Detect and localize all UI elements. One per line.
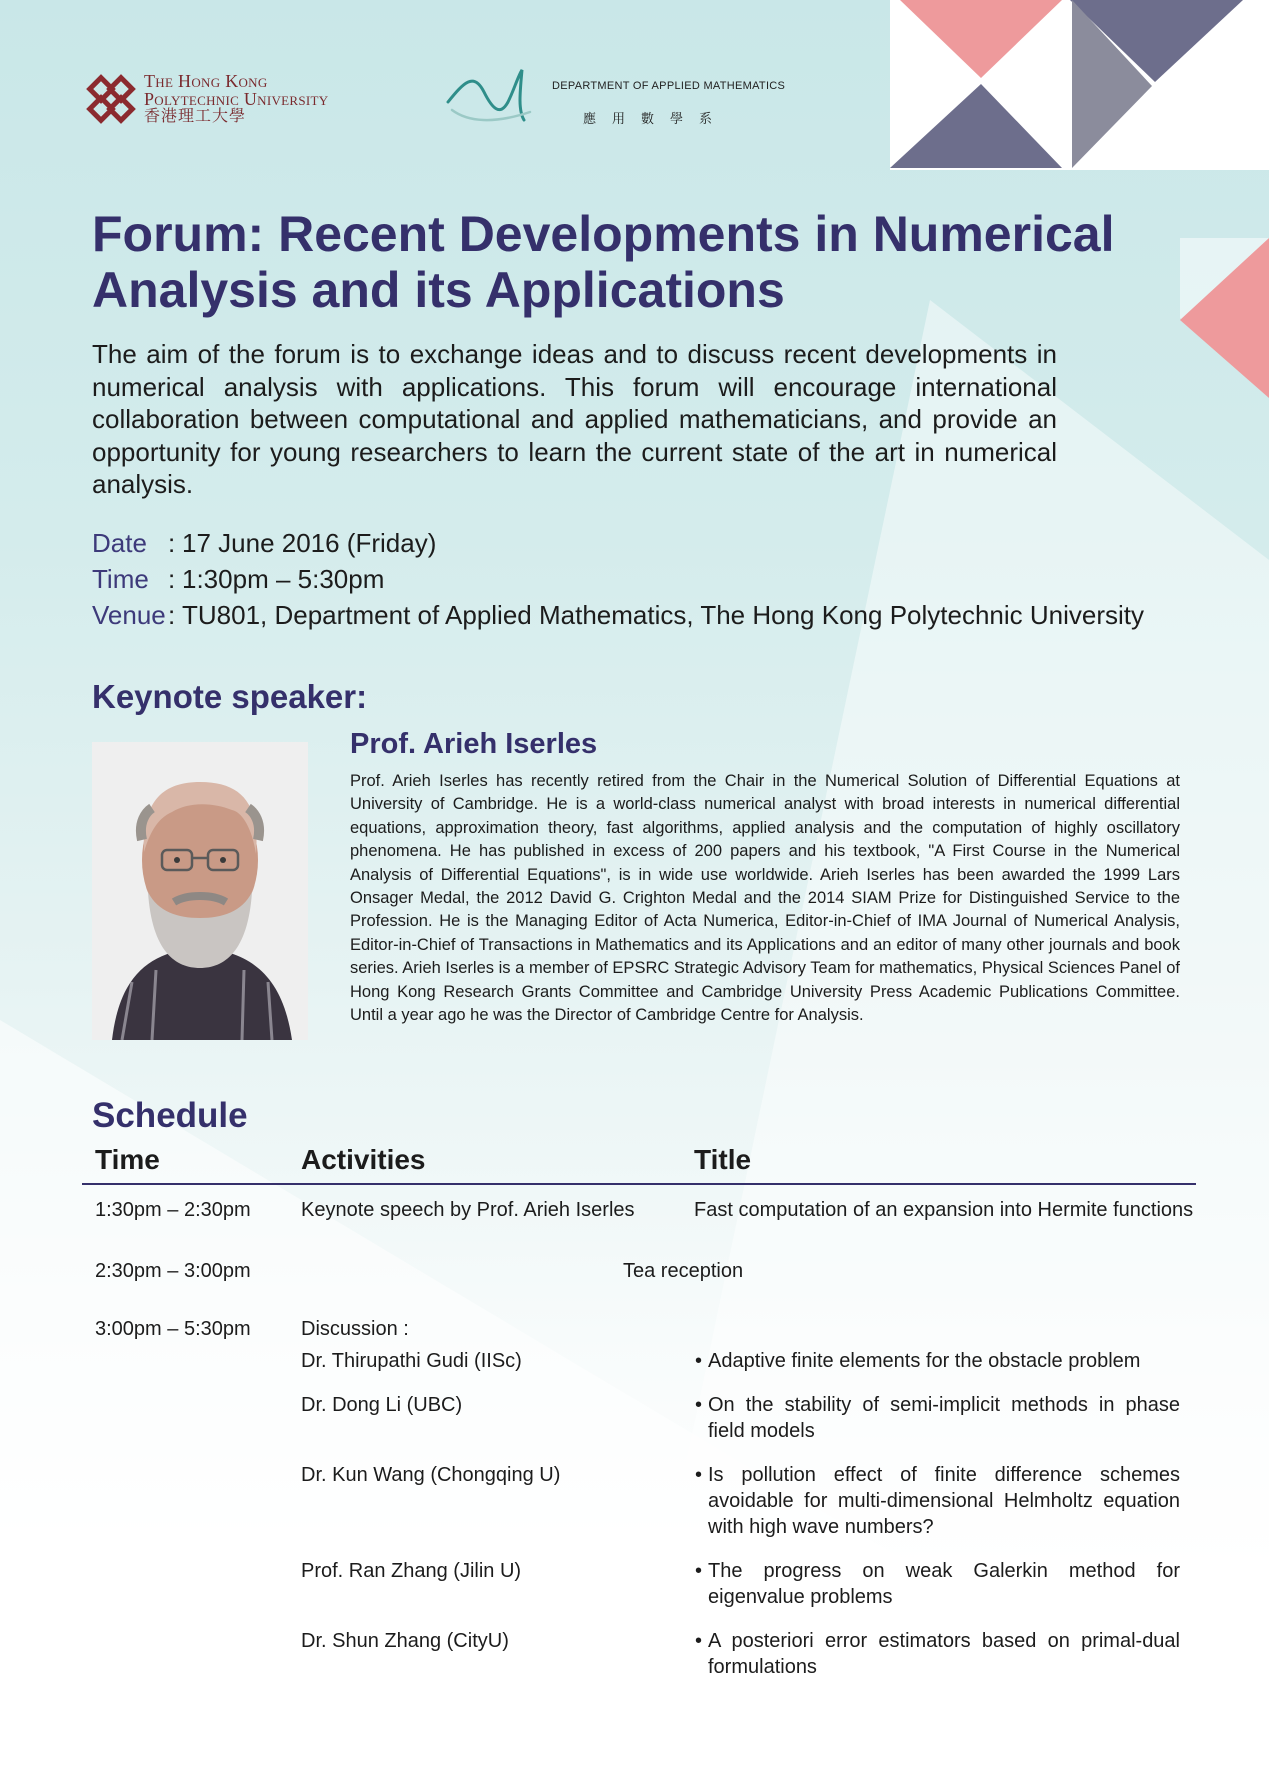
tea-row-activity: Tea reception (623, 1260, 744, 1282)
talk-title-text: The progress on weak Galerkin method for eigenvalue problems (708, 1560, 1180, 1608)
keynote-heading: Keynote speaker: (92, 678, 368, 715)
schedule-col-activities: Activities (301, 1144, 426, 1175)
keynote-row-activity: Keynote speech by Prof. Arieh Iserles (301, 1199, 635, 1221)
talk-title (695, 1462, 1180, 1540)
schedule-divider (82, 1183, 1196, 1185)
talk-speaker: Prof. Ran Zhang (Jilin U) (301, 1560, 522, 1582)
discussion-row-activity: Discussion : (301, 1318, 409, 1340)
talk-title-text: A posteriori error estimators based on primal-dual formulations (708, 1630, 1180, 1678)
talk-title-text: Is pollution effect of finite difference schemes avoidable for multi-dimensional Helmholtz equation with high wave numbers? (708, 1464, 1180, 1538)
bullet-dot-icon: • (695, 1630, 703, 1652)
talk-speaker: Dr. Kun Wang (Chongqing U) (301, 1464, 561, 1486)
talk-speaker: Dr. Thirupathi Gudi (IISc) (301, 1350, 522, 1372)
venue-row (92, 600, 1144, 630)
schedule-col-time: Time (95, 1144, 160, 1175)
talk-title (695, 1348, 1180, 1374)
bullet-dot-icon: • (695, 1560, 703, 1582)
speaker-name: Prof. Arieh Iserles (350, 728, 598, 760)
bullet-dot-icon: • (695, 1464, 703, 1486)
talk-title-text: On the stability of semi-implicit methods in phase field models (708, 1394, 1180, 1442)
schedule-col-title: Title (694, 1144, 752, 1175)
talk-title (695, 1558, 1180, 1610)
department-name-zh: 應用數學系 (583, 111, 729, 126)
time-separator: : (168, 564, 176, 594)
talk-title (695, 1628, 1180, 1680)
speaker-bio: Prof. Arieh Iserles has recently retired from the Chair in the Numerical Solution of Differential Equations at University of Cambridge. He is a world-class numerical analyst with broad interests in numerical differential equations, approximation theory, fast algorithms, applied analysis and the computation of highly oscillatory phenomena. He has published in excess of 200 papers and his textbook, "A First Course in the Numerical Analysis of Differential Equations", is in wide use worldwide. Arieh Iserles has been awarded the 1999 Lars Onsager Medal, the 2012 David G. Crighton Medal and the 2014 SIAM Prize for Distinguished Service to the Profession. He is the Managing Editor of Acta Numerica, Editor-in-Chief of IMA Journal of Numerical Analysis, Editor-in-Chief of Transactions in Mathematics and its Applications and an editor of many other journals and book series. Arieh Iserles is a member of EPSRC Strategic Advisory Team for mathematics, Physical Sciences Panel of Hong Kong Research Grants Committee and Cambridge University Press Academic Publications Committee. Until a year ago he was the Director of Cambridge Centre for Analysis. (350, 772, 1180, 1025)
department-name: DEPARTMENT OF APPLIED MATHEMATICS (552, 80, 786, 92)
keynote-row-title: Fast computation of an expansion into Hermite functions (694, 1199, 1194, 1221)
date-row (92, 528, 436, 558)
talk-title (695, 1392, 1180, 1444)
bg-right-wedge (620, 300, 1269, 1778)
tea-row-time: 2:30pm – 3:00pm (95, 1260, 251, 1282)
date-label: Date (92, 528, 147, 558)
time-value: 1:30pm – 5:30pm (182, 564, 385, 594)
page-title: Forum: Recent Developments in Numerical Analysis and its Applications (92, 206, 1115, 318)
time-label: Time (92, 564, 149, 594)
talk-title-text: Adaptive finite elements for the obstacle problem (708, 1350, 1141, 1372)
venue-value: TU801, Department of Applied Mathematics, The Hong Kong Polytechnic University (182, 600, 1144, 630)
bullet-dot-icon: • (695, 1394, 703, 1416)
bullet-dot-icon: • (695, 1350, 703, 1372)
talk-speaker: Dr. Shun Zhang (CityU) (301, 1630, 509, 1652)
university-name-line2: Polytechnic University (144, 89, 329, 109)
date-value: 17 June 2016 (Friday) (182, 528, 437, 558)
schedule-heading: Schedule (92, 1096, 248, 1135)
department-logo-icon (444, 62, 536, 132)
speaker-portrait-icon (92, 742, 308, 1040)
university-name (144, 72, 328, 126)
keynote-row-time: 1:30pm – 2:30pm (95, 1199, 251, 1221)
speaker-photo (92, 742, 308, 1040)
talk-speaker: Dr. Dong Li (UBC) (301, 1394, 463, 1416)
intro-paragraph: The aim of the forum is to exchange ideas and to discuss recent developments in numerical analysis with applications. This forum will encourage international collaboration between computational and applied mathematicians, and provide an opportunity for young researchers to learn the current state of the art in numerical analysis. (92, 339, 1057, 499)
venue-separator: : (168, 600, 176, 630)
venue-label: Venue (92, 600, 166, 630)
university-name-zh: 香港理工大學 (144, 108, 247, 125)
university-name-line1: The Hong Kong (144, 71, 268, 91)
polyu-logo-icon (82, 70, 140, 130)
discussion-row-time: 3:00pm – 5:30pm (95, 1318, 251, 1340)
date-separator: : (168, 528, 176, 558)
time-row (92, 564, 384, 594)
